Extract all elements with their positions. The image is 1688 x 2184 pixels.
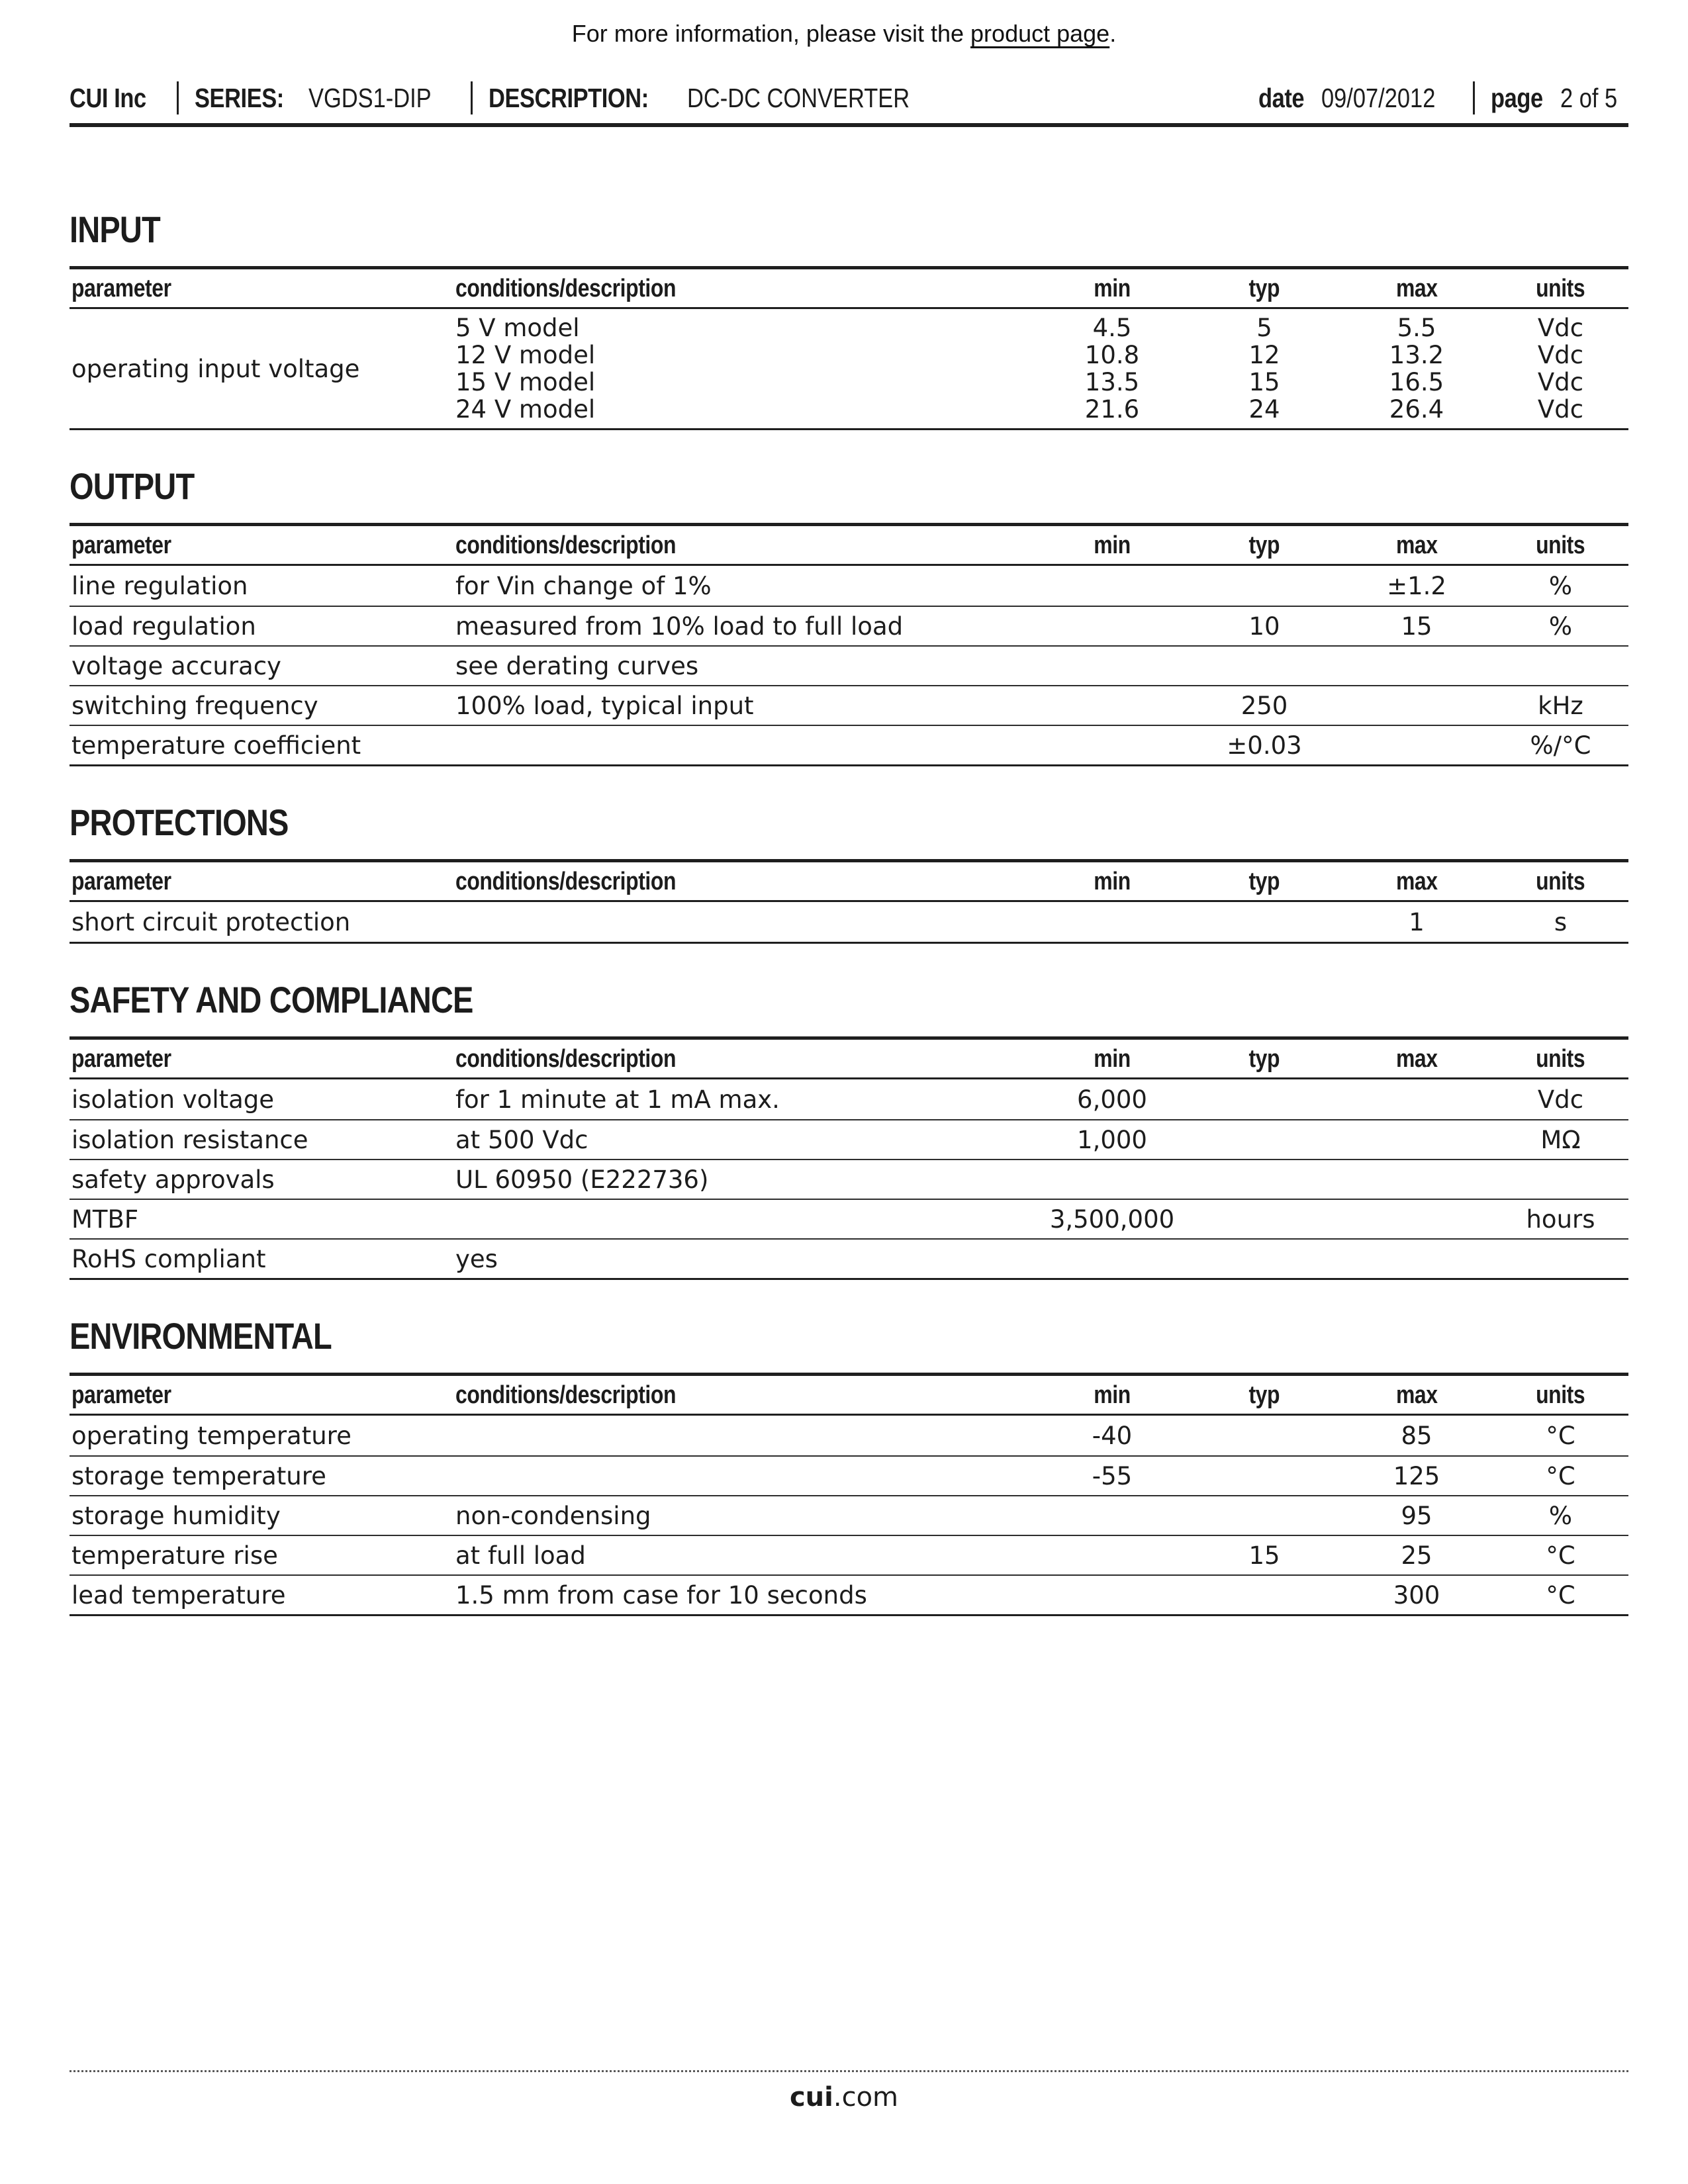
page-label: page xyxy=(1490,82,1543,113)
protections-table xyxy=(70,859,1628,944)
header-right xyxy=(1258,81,1628,114)
table-row xyxy=(70,566,1628,606)
max-cell: 25 xyxy=(1401,1541,1432,1570)
parameter-cell: temperature rise xyxy=(71,1541,278,1570)
conditions-cell: for 1 minute at 1 mA max. xyxy=(455,1085,780,1114)
units-cell: %/°C xyxy=(1530,731,1591,760)
column-header-min: min xyxy=(1094,275,1131,302)
column-header-parameter: parameter xyxy=(71,1381,171,1409)
column-header-typ: typ xyxy=(1248,868,1280,895)
product-page-link[interactable]: product page xyxy=(970,20,1110,47)
column-header-typ: typ xyxy=(1248,275,1280,302)
parameter-cell: RoHS compliant xyxy=(71,1244,266,1273)
conditions-cell: yes xyxy=(455,1244,498,1273)
max-cell: 95 xyxy=(1401,1501,1432,1530)
max-cell: 85 xyxy=(1401,1421,1432,1450)
parameter-cell: line regulation xyxy=(71,571,248,600)
parameter-cell: switching frequency xyxy=(71,691,318,720)
conditions-cell: measured from 10% load to full load xyxy=(455,612,904,641)
conditions-cell: UL 60950 (E222736) xyxy=(455,1165,709,1194)
table-row xyxy=(70,685,1628,725)
min-cell: 1,000 xyxy=(1077,1125,1147,1154)
series-label: SERIES: xyxy=(194,82,284,113)
parameter-cell: storage temperature xyxy=(71,1461,326,1490)
table-header-row xyxy=(70,269,1628,309)
parameter-cell: voltage accuracy xyxy=(71,651,281,680)
column-header-conditions: conditions/description xyxy=(455,1381,677,1409)
table-row xyxy=(70,1238,1628,1278)
parameter-cell: load regulation xyxy=(71,612,256,641)
parameter-cell: temperature coefficient xyxy=(71,731,361,760)
units-cell: °C xyxy=(1546,1580,1575,1610)
column-header-typ: typ xyxy=(1248,1381,1280,1409)
column-header-conditions: conditions/description xyxy=(455,531,677,559)
table-row xyxy=(70,309,1628,428)
typ-cell: 15 xyxy=(1248,1541,1280,1570)
safety-table xyxy=(70,1036,1628,1280)
column-header-units: units xyxy=(1536,1381,1585,1409)
column-header-parameter: parameter xyxy=(71,275,171,302)
column-header-min: min xyxy=(1094,1381,1131,1409)
header-separator xyxy=(177,81,179,114)
conditions-cell: 5 V model 12 V model 15 V model 24 V model xyxy=(455,314,596,424)
table-row xyxy=(70,902,1628,942)
table-row xyxy=(70,645,1628,685)
footer-divider xyxy=(70,2070,1628,2072)
conditions-cell: 100% load, typical input xyxy=(455,691,754,720)
typ-cell: 250 xyxy=(1241,691,1288,720)
min-cell: 3,500,000 xyxy=(1049,1205,1175,1234)
max-cell: 5.5 13.2 16.5 26.4 xyxy=(1389,314,1444,424)
company-name: CUI Inc xyxy=(70,82,146,113)
parameter-cell: operating input voltage xyxy=(71,354,360,383)
environmental-table xyxy=(70,1373,1628,1616)
parameter-cell: lead temperature xyxy=(71,1580,286,1610)
table-row xyxy=(70,1119,1628,1159)
description-value: DC-DC CONVERTER xyxy=(687,82,910,113)
header-separator xyxy=(471,81,473,114)
table-header-row xyxy=(70,526,1628,566)
units-cell: °C xyxy=(1546,1461,1575,1490)
column-header-conditions: conditions/description xyxy=(455,1045,677,1073)
units-cell: % xyxy=(1548,612,1573,641)
document-header xyxy=(70,78,1628,118)
footer-domain-bold: cui xyxy=(789,2082,833,2113)
units-cell: s xyxy=(1554,907,1568,936)
section-title-output: OUTPUT xyxy=(70,465,195,507)
section-title-protections: PROTECTIONS xyxy=(70,801,289,843)
column-header-max: max xyxy=(1395,1045,1438,1073)
header-left xyxy=(70,81,952,114)
units-cell: % xyxy=(1548,571,1573,600)
units-cell: °C xyxy=(1546,1541,1575,1570)
max-cell: 125 xyxy=(1393,1461,1440,1490)
min-cell: -55 xyxy=(1092,1461,1133,1490)
table-row xyxy=(70,1455,1628,1495)
typ-cell: 10 xyxy=(1248,612,1280,641)
column-header-min: min xyxy=(1094,1045,1131,1073)
top-note-suffix: . xyxy=(1109,20,1117,47)
max-cell: 15 xyxy=(1401,612,1432,641)
conditions-cell: at 500 Vdc xyxy=(455,1125,588,1154)
conditions-cell: non-condensing xyxy=(455,1501,651,1530)
table-row xyxy=(70,1416,1628,1455)
table-header-row xyxy=(70,1376,1628,1416)
units-cell: Vdc xyxy=(1537,1085,1584,1114)
min-cell: 6,000 xyxy=(1077,1085,1147,1114)
parameter-cell: storage humidity xyxy=(71,1501,281,1530)
column-header-units: units xyxy=(1536,531,1585,559)
output-table xyxy=(70,523,1628,766)
date-label: date xyxy=(1258,82,1305,113)
table-row xyxy=(70,1199,1628,1238)
units-cell: Vdc Vdc Vdc Vdc xyxy=(1537,314,1584,424)
column-header-max: max xyxy=(1395,275,1438,302)
table-row xyxy=(70,1535,1628,1574)
top-note xyxy=(0,20,1688,48)
description-label: DESCRIPTION: xyxy=(489,82,649,113)
table-row xyxy=(70,1159,1628,1199)
footer-domain xyxy=(0,2082,1688,2113)
page-content xyxy=(70,127,1628,1616)
section-title-safety: SAFETY AND COMPLIANCE xyxy=(70,979,473,1021)
conditions-cell: see derating curves xyxy=(455,651,699,680)
column-header-typ: typ xyxy=(1248,531,1280,559)
table-header-row xyxy=(70,1040,1628,1079)
header-separator xyxy=(1473,81,1475,114)
units-cell: MΩ xyxy=(1540,1125,1581,1154)
date-value: 09/07/2012 xyxy=(1321,82,1435,113)
column-header-min: min xyxy=(1094,531,1131,559)
column-header-parameter: parameter xyxy=(71,868,171,895)
units-cell: °C xyxy=(1546,1421,1575,1450)
typ-cell: ±0.03 xyxy=(1227,731,1302,760)
units-cell: kHz xyxy=(1538,691,1583,720)
column-header-max: max xyxy=(1395,531,1438,559)
section-title-environmental: ENVIRONMENTAL xyxy=(70,1315,332,1357)
table-header-row xyxy=(70,862,1628,902)
max-cell: ±1.2 xyxy=(1387,571,1446,600)
column-header-max: max xyxy=(1395,1381,1438,1409)
column-header-min: min xyxy=(1094,868,1131,895)
table-row xyxy=(70,606,1628,645)
parameter-cell: short circuit protection xyxy=(71,907,351,936)
column-header-conditions: conditions/description xyxy=(455,868,677,895)
max-cell: 1 xyxy=(1409,907,1425,936)
units-cell: % xyxy=(1548,1501,1573,1530)
min-cell: 4.5 10.8 13.5 21.6 xyxy=(1084,314,1140,424)
max-cell: 300 xyxy=(1393,1580,1440,1610)
conditions-cell: for Vin change of 1% xyxy=(455,571,712,600)
footer-domain-rest: .com xyxy=(833,2082,899,2113)
parameter-cell: isolation resistance xyxy=(71,1125,308,1154)
table-row xyxy=(70,1574,1628,1614)
table-row xyxy=(70,725,1628,764)
column-header-units: units xyxy=(1536,275,1585,302)
input-table xyxy=(70,266,1628,430)
parameter-cell: MTBF xyxy=(71,1205,139,1234)
section-title-input: INPUT xyxy=(70,208,160,250)
top-note-prefix: For more information, please visit the xyxy=(571,20,971,47)
series-value: VGDS1-DIP xyxy=(308,82,432,113)
page-number: 2 of 5 xyxy=(1560,82,1618,113)
column-header-parameter: parameter xyxy=(71,531,171,559)
column-header-typ: typ xyxy=(1248,1045,1280,1073)
column-header-max: max xyxy=(1395,868,1438,895)
typ-cell: 5 12 15 24 xyxy=(1248,314,1280,424)
column-header-units: units xyxy=(1536,1045,1585,1073)
column-header-conditions: conditions/description xyxy=(455,275,677,302)
units-cell: hours xyxy=(1526,1205,1595,1234)
parameter-cell: safety approvals xyxy=(71,1165,275,1194)
column-header-parameter: parameter xyxy=(71,1045,171,1073)
table-row xyxy=(70,1495,1628,1535)
table-row xyxy=(70,1079,1628,1119)
conditions-cell: 1.5 mm from case for 10 seconds xyxy=(455,1580,867,1610)
conditions-cell: at full load xyxy=(455,1541,586,1570)
parameter-cell: operating temperature xyxy=(71,1421,352,1450)
min-cell: -40 xyxy=(1092,1421,1133,1450)
column-header-units: units xyxy=(1536,868,1585,895)
parameter-cell: isolation voltage xyxy=(71,1085,275,1114)
